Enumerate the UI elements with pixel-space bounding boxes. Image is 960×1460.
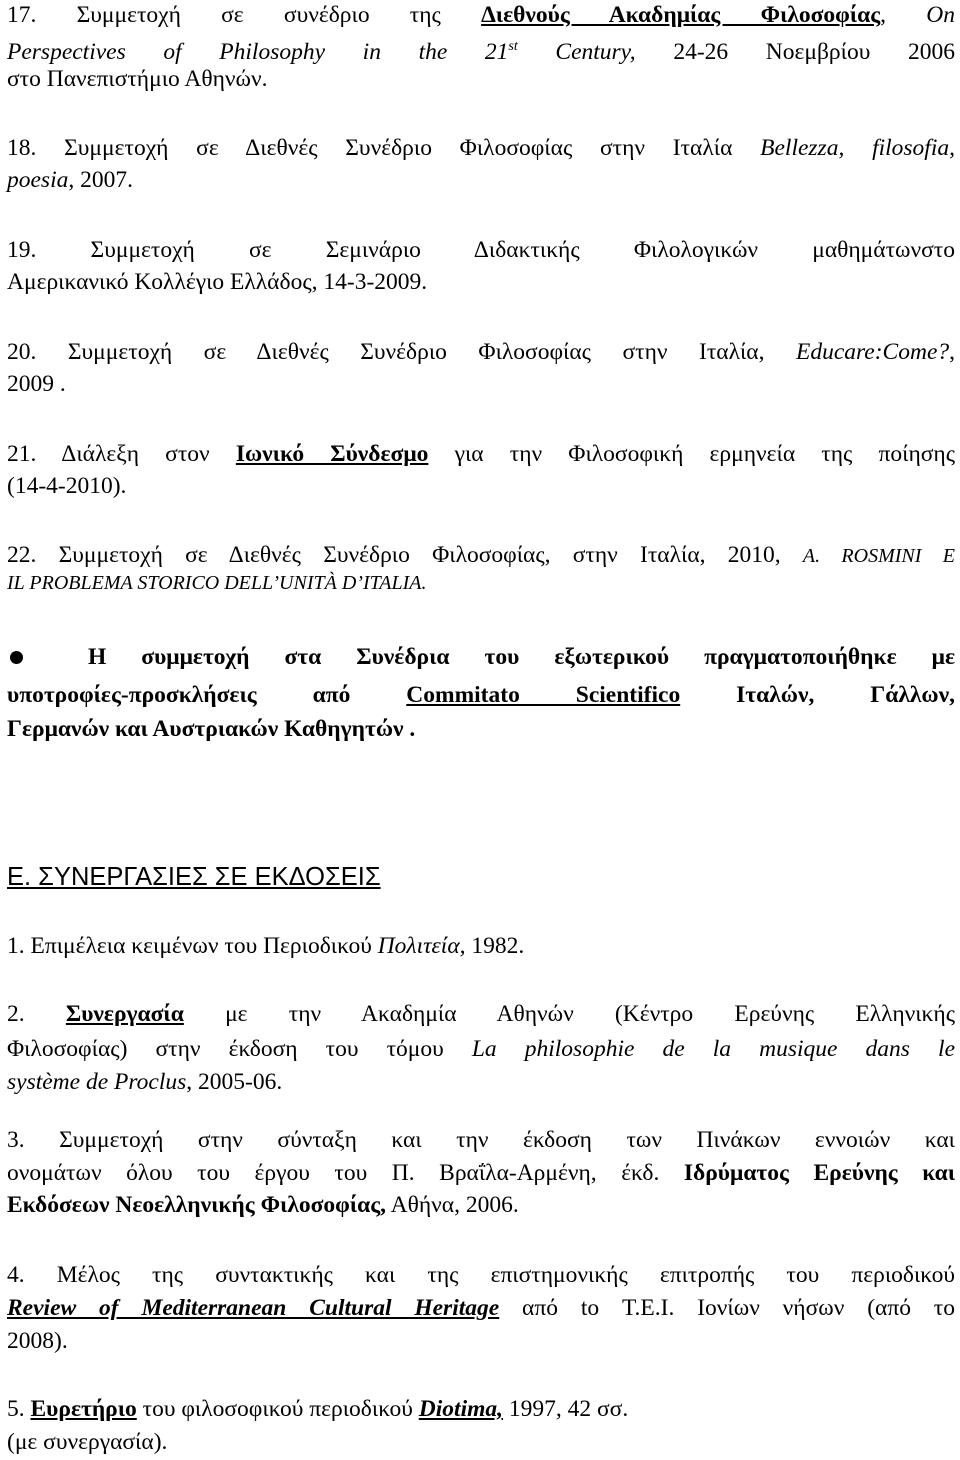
collab-3-line-2: ονομάτων όλου του έργου του Π. Βραΐλα-Αρμένη, έκδ. Ιδρύματος Ερεύνης και — [7, 1160, 955, 1186]
index-link[interactable]: Ευρετήριο — [30, 1396, 137, 1422]
collab-5-line-1: 5. Ευρετήριο του φιλοσοφικού περιοδικού Diotima, 1997, 42 σσ. — [7, 1396, 629, 1422]
collab-2-line-1: 2. Συνεργασία με την Ακαδημία Αθηνών (Κέντρο Ερεύνης Ελληνικής — [7, 1001, 955, 1027]
item-17-line-2: Perspectives of Philosophy in the 21st Century, 24-26 Νοεμβρίου 2006 — [7, 38, 955, 65]
bullet-icon — [10, 651, 23, 664]
academy-link[interactable]: Διεθνούς Ακαδημίας Φιλοσοφίας — [481, 2, 881, 28]
section-title: Ε. ΣΥΝΕΡΓΑΣΙΕΣ ΣΕ ΕΚΔΟΣΕΙΣ — [7, 863, 381, 891]
item-22-line-2: IL PROBLEMA STORICO DELL’UNITÀ D’ITALIA. — [7, 572, 427, 594]
item-17-line-1: 17. Συμμετοχή σε συνέδριο της Διεθνούς Ακαδημίας Φιλοσοφίας, On — [7, 2, 955, 28]
collaboration-link[interactable]: Συνεργασία — [65, 1001, 184, 1027]
collab-4-line-1: 4. Μέλος της συντακτικής και της επιστημονικής επιτροπής του περιοδικού — [7, 1262, 955, 1288]
collab-2-line-3: systѐme de Proclus, 2005-06. — [7, 1069, 283, 1095]
collab-1-line-1: 1. Επιμέλεια κειμένων του Περιοδικού Πολιτεία, 1982. — [7, 933, 525, 959]
item-21-line-2: (14-4-2010). — [7, 473, 127, 499]
item-17-line-3: στο Πανεπιστήμιο Αθηνών. — [7, 66, 268, 92]
item-22-line-1: 22. Συμμετοχή σε Διεθνές Συνέδριο Φιλοσοφίας, στην Ιταλία, 2010, A. ROSMINI E — [7, 542, 955, 568]
note-line-2: υποτροφίες-προσκλήσεις από Commitato Scientifico Ιταλών, Γάλλων, — [7, 682, 955, 708]
item-18-line-1: 18. Συμμετοχή σε Διεθνές Συνέδριο Φιλοσοφίας στην Ιταλία Bellezza, filosofia, — [7, 135, 955, 161]
item-19-line-1: 19. Συμμετοχή σε Σεμινάριο Διδακτικής Φιλολογικών μαθημάτωνστο — [7, 237, 955, 263]
journal-link[interactable]: Review of Mediterranean Cultural Heritage — [7, 1295, 500, 1321]
collab-5-line-2: (με συνεργασία). — [7, 1429, 168, 1455]
collab-2-line-2: Φιλοσοφίας) στην έκδοση του τόμου La philosophie de la musique dans le — [7, 1036, 955, 1062]
diotima-link[interactable]: Diotima, — [418, 1396, 504, 1422]
item-19-line-2: Αμερικανικό Κολλέγιο Ελλάδος, 14-3-2009. — [7, 269, 428, 295]
note-line-3: Γερμανών και Αυστριακών Καθηγητών . — [7, 716, 416, 742]
committee-link[interactable]: Commitato Scientifico — [406, 682, 681, 708]
collab-3-line-1: 3. Συμμετοχή στην σύνταξη και την έκδοση των Πινάκων εννοιών και — [7, 1127, 955, 1153]
item-20-line-2: 2009 . — [7, 371, 66, 397]
collab-4-line-2: Review of Mediterranean Cultural Heritage από to Τ.Ε.Ι. Ιονίων νήσων (από το — [7, 1295, 955, 1321]
note-line-1: Η συμμετοχή στα Συνέδρια του εξωτερικού πραγματοποιήθηκε με — [88, 644, 955, 670]
collab-4-line-3: 2008). — [7, 1328, 68, 1354]
ionian-link[interactable]: Ιωνικό Σύνδεσμο — [235, 441, 429, 467]
item-18-line-2: poesia, 2007. — [7, 167, 133, 193]
item-20-line-1: 20. Συμμετοχή σε Διεθνές Συνέδριο Φιλοσοφίας στην Ιταλία, Educare:Come?, — [7, 339, 955, 365]
collab-3-line-3: Εκδόσεων Νεοελληνικής Φιλοσοφίας, Αθήνα, 2006. — [7, 1192, 519, 1218]
item-21-line-1: 21. Διάλεξη στον Ιωνικό Σύνδεσμο για την Φιλοσοφική ερμηνεία της ποίησης — [7, 441, 955, 467]
